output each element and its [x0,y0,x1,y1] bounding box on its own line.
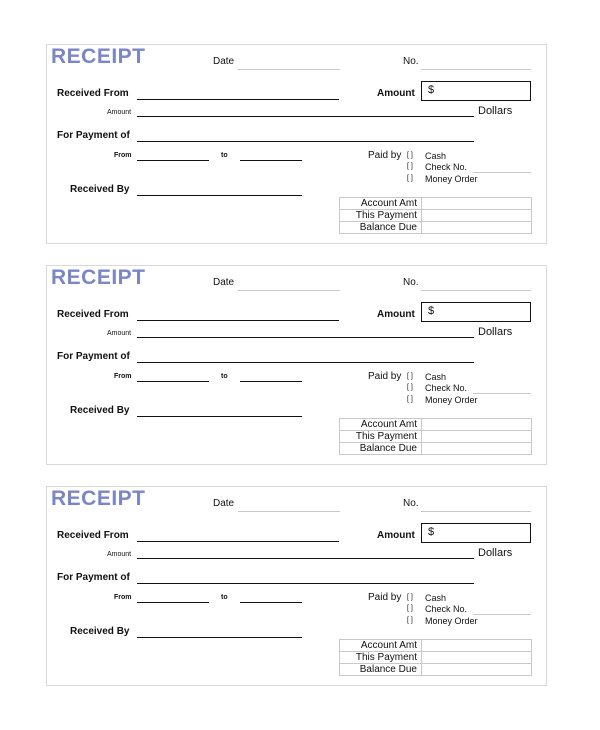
balance-due-row [340,664,532,676]
account-amt-row [340,640,532,652]
check-checkbox[interactable]: [ ] [407,605,413,612]
receipt-form-2 [46,265,547,465]
for-payment-field[interactable] [137,362,474,363]
balance-due-row [340,222,532,234]
balance-due-field[interactable] [422,443,532,455]
cash-checkbox[interactable]: [ ] [407,373,413,380]
paid-by-label: Paid by [368,592,402,603]
account-amt-label: Account Amt [340,198,422,210]
cash-label: Cash [425,593,447,603]
amount-label: Amount [377,309,415,320]
receipt-number-label: No. [403,277,419,288]
received-from-field[interactable] [137,541,339,542]
receipt-number-label: No. [403,498,419,509]
check-number-label: Check No. [425,383,468,393]
date-label: Date [213,498,235,509]
dollar-sign: $ [428,305,435,317]
date-field[interactable] [238,69,340,70]
money-order-label: Money Order [425,616,478,626]
receipt-title: RECEIPT [51,487,146,510]
check-number-field[interactable] [473,172,531,173]
cash-label: Cash [425,372,447,382]
amount-words-label: Amount [107,551,132,558]
money-order-label: Money Order [425,395,478,405]
amount-label: Amount [377,88,415,99]
this-payment-label: This Payment [340,652,422,664]
received-from-field[interactable] [137,320,339,321]
check-number-label: Check No. [425,604,468,614]
received-by-field[interactable] [137,637,302,638]
amount-words-label: Amount [107,109,132,116]
from-label: From [114,373,132,380]
amount-words-field[interactable] [137,116,474,117]
receipt-number-field[interactable] [421,511,531,512]
from-field[interactable] [137,602,209,603]
to-field[interactable] [240,381,302,382]
received-by-label: Received By [70,626,130,637]
received-from-label: Received From [57,530,129,541]
receipt-title: RECEIPT [51,45,146,68]
dollars-label: Dollars [478,326,513,338]
for-payment-field[interactable] [137,141,474,142]
for-payment-label: For Payment of [57,572,130,583]
cash-checkbox[interactable]: [ ] [407,594,413,601]
date-label: Date [213,56,235,67]
payment-summary-table [339,418,532,455]
received-by-label: Received By [70,405,130,416]
check-number-label: Check No. [425,162,468,172]
balance-due-row [340,443,532,455]
this-payment-label: This Payment [340,210,422,222]
dollar-sign: $ [428,84,435,96]
amount-words-field[interactable] [137,337,474,338]
from-field[interactable] [137,160,209,161]
received-from-label: Received From [57,309,129,320]
account-amt-row [340,419,532,431]
amount-words-field[interactable] [137,558,474,559]
check-number-field[interactable] [473,614,531,615]
received-from-field[interactable] [137,99,339,100]
receipt-form-3 [46,486,547,686]
account-amt-row [340,198,532,210]
account-amt-label: Account Amt [340,419,422,431]
date-label: Date [213,277,235,288]
paid-by-label: Paid by [368,150,402,161]
receipt-number-label: No. [403,56,419,67]
received-by-field[interactable] [137,416,302,417]
balance-due-field[interactable] [422,222,532,234]
date-field[interactable] [238,511,340,512]
for-payment-field[interactable] [137,583,474,584]
to-field[interactable] [240,602,302,603]
amount-field[interactable] [421,302,531,322]
balance-due-label: Balance Due [340,443,422,455]
this-payment-field[interactable] [422,210,532,222]
money-order-checkbox[interactable]: [ ] [407,396,413,403]
cash-checkbox[interactable]: [ ] [407,152,413,159]
dollars-label: Dollars [478,547,513,559]
to-label: to [221,594,228,601]
amount-label: Amount [377,530,415,541]
amount-field[interactable] [421,523,531,543]
paid-by-label: Paid by [368,371,402,382]
cash-label: Cash [425,151,447,161]
receipt-number-field[interactable] [421,290,531,291]
account-amt-field[interactable] [422,419,532,431]
check-checkbox[interactable]: [ ] [407,384,413,391]
this-payment-row [340,210,532,222]
payment-summary-table [339,197,532,234]
to-label: to [221,373,228,380]
money-order-label: Money Order [425,174,478,184]
from-label: From [114,152,132,159]
balance-due-label: Balance Due [340,222,422,234]
check-number-field[interactable] [473,393,531,394]
account-amt-field[interactable] [422,198,532,210]
this-payment-label: This Payment [340,431,422,443]
payment-summary-table [339,639,532,676]
account-amt-label: Account Amt [340,640,422,652]
from-label: From [114,594,132,601]
this-payment-row [340,652,532,664]
amount-words-label: Amount [107,330,132,337]
check-checkbox[interactable]: [ ] [407,163,413,170]
this-payment-field[interactable] [422,431,532,443]
date-field[interactable] [238,290,340,291]
account-amt-field[interactable] [422,640,532,652]
this-payment-row [340,431,532,443]
received-from-label: Received From [57,88,129,99]
to-field[interactable] [240,160,302,161]
balance-due-field[interactable] [422,664,532,676]
received-by-label: Received By [70,184,130,195]
for-payment-label: For Payment of [57,351,130,362]
dollars-label: Dollars [478,105,513,117]
for-payment-label: For Payment of [57,130,130,141]
money-order-checkbox[interactable]: [ ] [407,175,413,182]
to-label: to [221,152,228,159]
receipt-number-field[interactable] [421,69,531,70]
receipt-form-1 [46,44,547,244]
receipt-title: RECEIPT [51,266,146,289]
from-field[interactable] [137,381,209,382]
amount-field[interactable] [421,81,531,101]
balance-due-label: Balance Due [340,664,422,676]
this-payment-field[interactable] [422,652,532,664]
money-order-checkbox[interactable]: [ ] [407,617,413,624]
dollar-sign: $ [428,526,435,538]
received-by-field[interactable] [137,195,302,196]
